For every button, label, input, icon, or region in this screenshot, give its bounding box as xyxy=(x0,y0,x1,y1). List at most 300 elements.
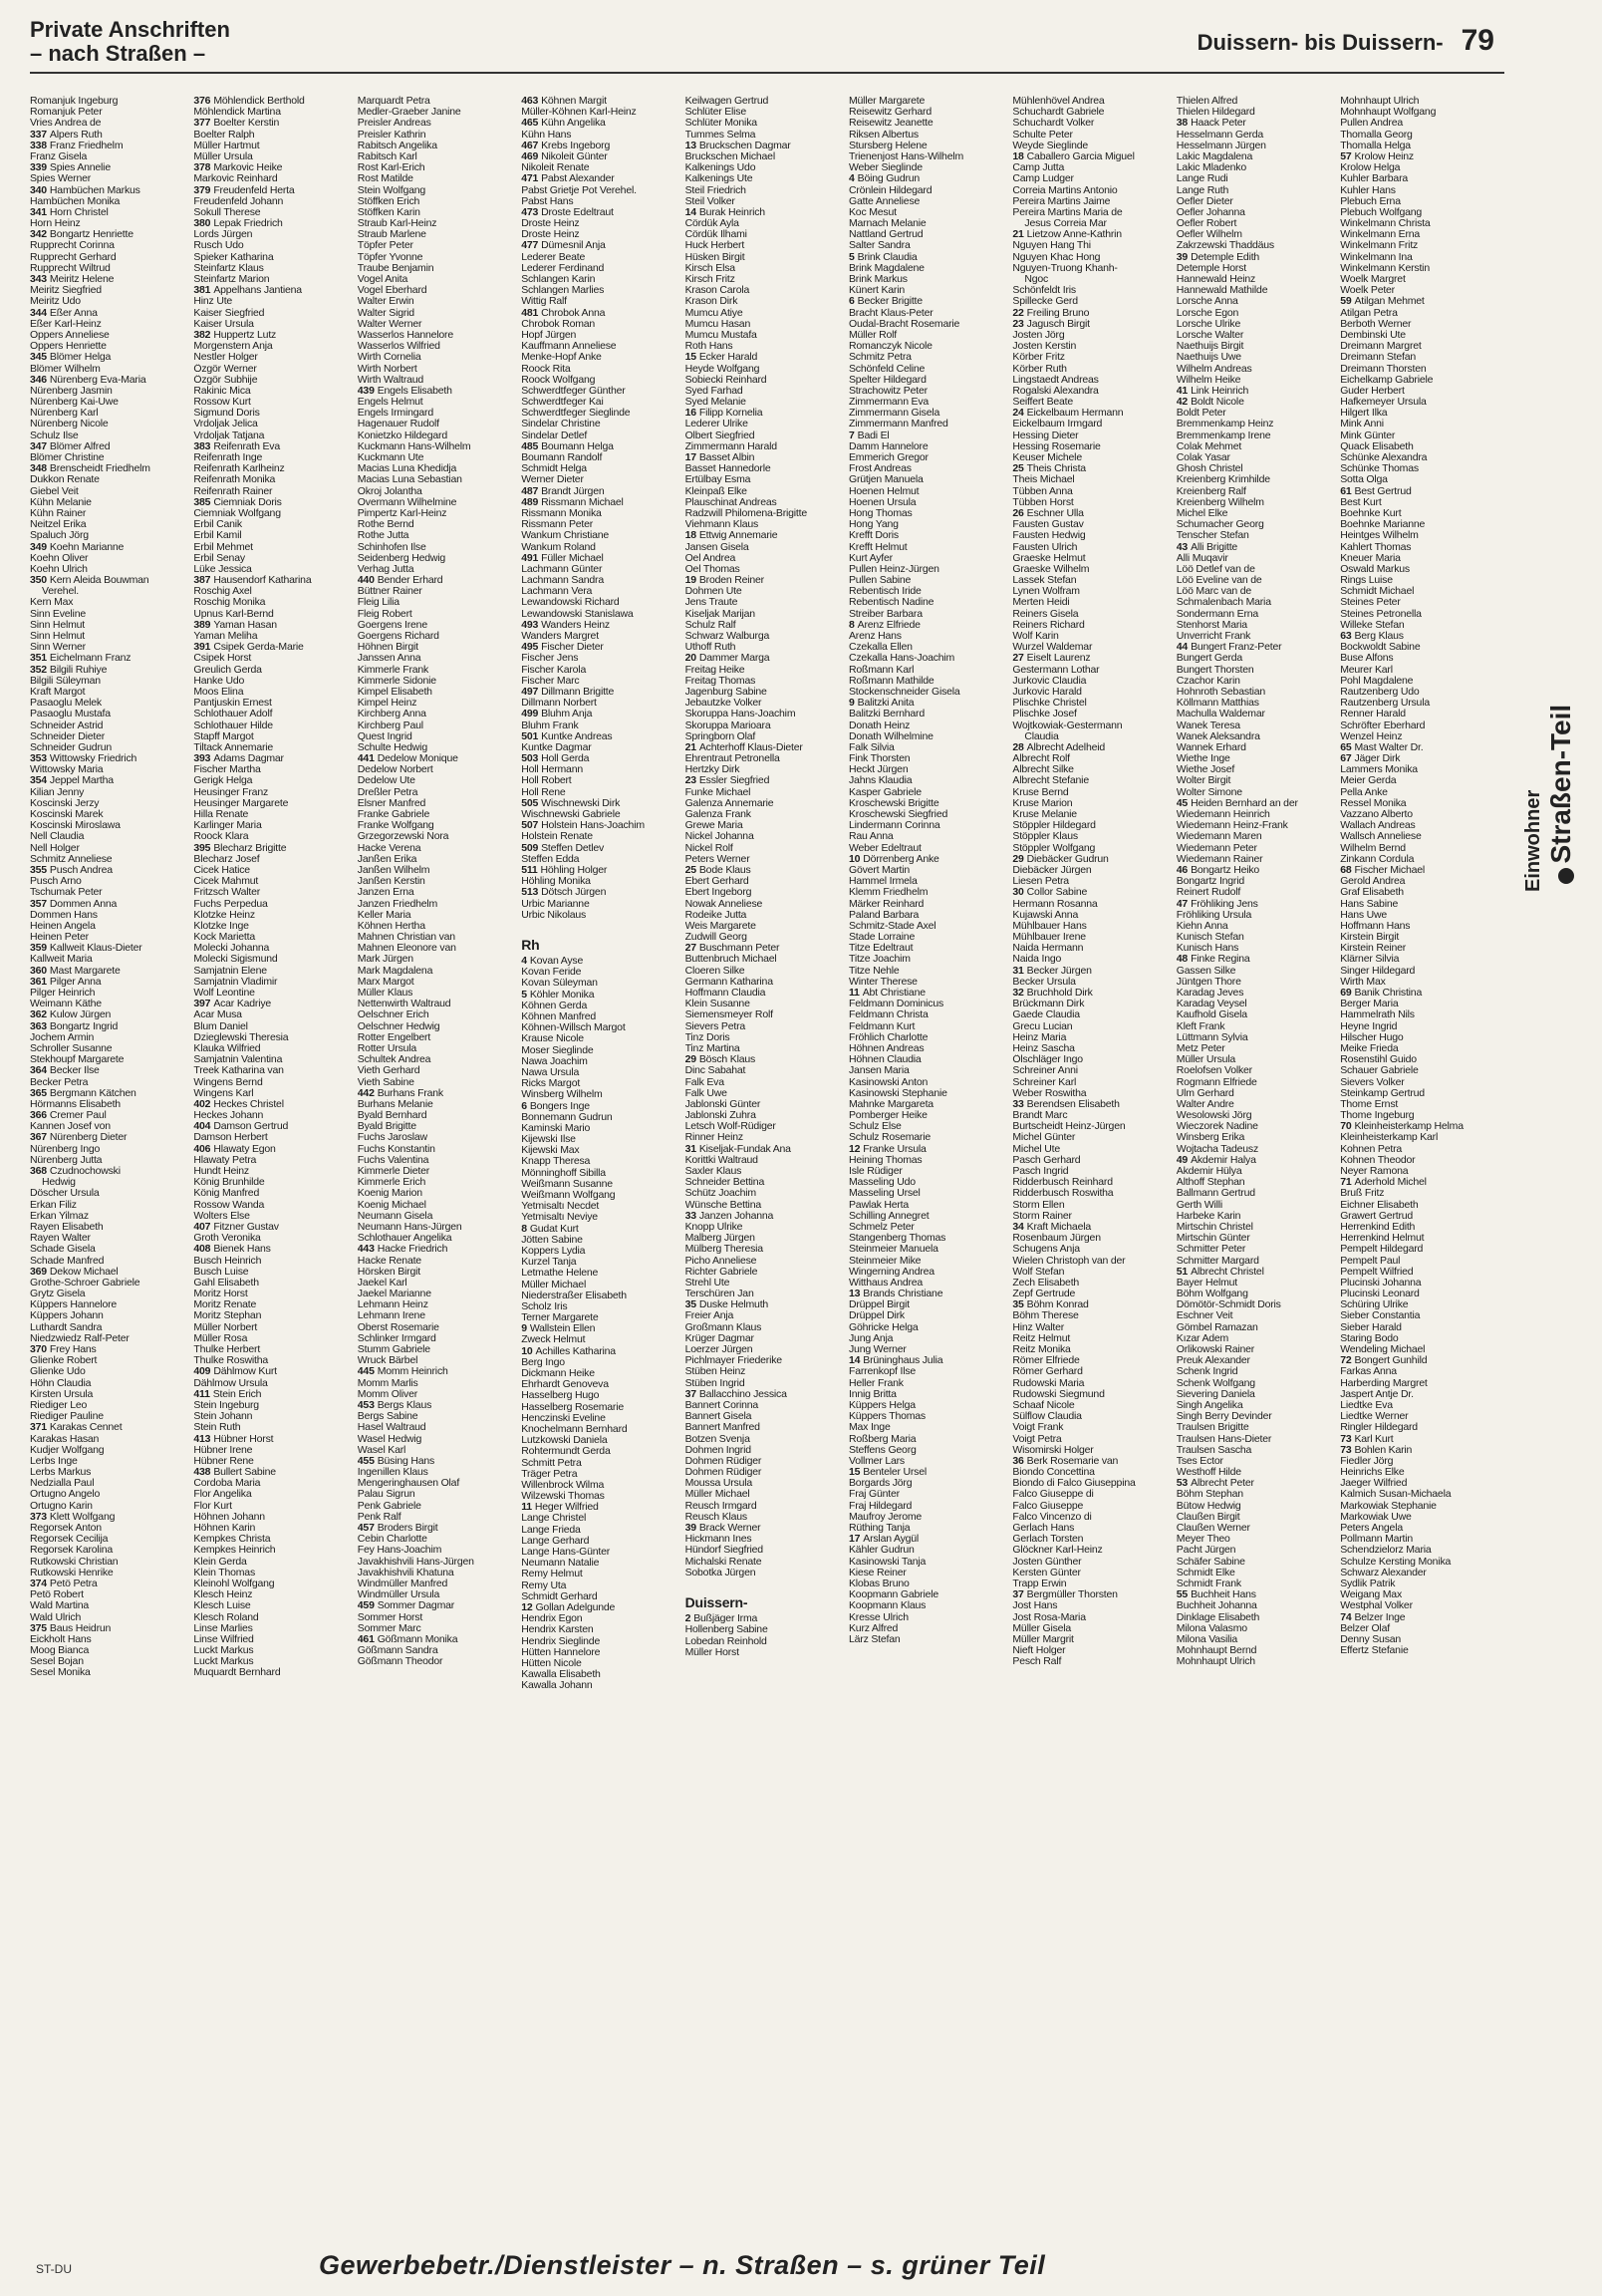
list-item: Bayer Helmut xyxy=(1176,1277,1238,1289)
list-item: Steffen Edda xyxy=(521,853,580,865)
page-number: 79 xyxy=(1461,24,1494,57)
list-item: Schünke Thomas xyxy=(1340,463,1419,475)
list-item xyxy=(30,1344,191,1355)
resident-name: Huppertz Lutz xyxy=(213,329,277,341)
resident-name: Kulow Jürgen xyxy=(49,1009,112,1021)
list-item: Renner Harald xyxy=(1340,709,1406,720)
list-item: Schreiner Anni xyxy=(1012,1065,1078,1077)
list-item: Kleft Frank xyxy=(1176,1020,1225,1032)
list-item: Pereira Martins Jaime xyxy=(1012,195,1111,207)
list-item: Büttner Rainer xyxy=(357,586,422,598)
list-item: Sobotka Jürgen xyxy=(684,1567,756,1578)
list-item: Ballmann Gertrud xyxy=(1176,1188,1255,1200)
list-item: Lorsche Egon xyxy=(1176,307,1239,319)
list-item: Knapp Theresa xyxy=(521,1156,591,1168)
list-item: Kaufhold Gisela xyxy=(1176,1009,1247,1021)
resident-name: Brink Claudia xyxy=(857,251,918,263)
list-item: Moussa Ursula xyxy=(684,1478,753,1490)
list-item xyxy=(358,1244,519,1255)
listing-column xyxy=(1012,96,1174,2230)
list-item: Schade Manfred xyxy=(30,1255,105,1267)
list-item: Knochelmann Bernhard xyxy=(521,1423,628,1435)
list-item: Hickmann Ines xyxy=(684,1534,752,1546)
resident-name: Brack Werner xyxy=(698,1523,761,1534)
list-item: Heinrichs Elke xyxy=(1340,1467,1405,1479)
house-number: 376 xyxy=(193,96,211,107)
house-number: 439 xyxy=(357,385,375,397)
list-item: Willeke Stefan xyxy=(1340,619,1405,631)
list-item xyxy=(521,441,682,452)
page-footer xyxy=(30,2244,1504,2284)
list-item: Hans Sabine xyxy=(1340,898,1399,910)
list-item: Stüben Ingrid xyxy=(684,1377,745,1389)
list-item: Winkelmann Christa xyxy=(1340,218,1431,230)
house-number: 31 xyxy=(1012,965,1024,977)
resident-name: Sommer Dagmar xyxy=(377,1600,455,1612)
list-item xyxy=(1012,966,1174,977)
resident-name: Momm Heinrich xyxy=(377,1366,448,1378)
resident-name: Bruchhold Dirk xyxy=(1026,988,1093,999)
list-item: Rabitsch Angelika xyxy=(357,140,437,151)
list-item: Reifenrath Monika xyxy=(193,474,276,486)
list-item: Scholz Iris xyxy=(521,1300,568,1312)
resident-name: Caballero Garcia Miguel xyxy=(1026,150,1135,162)
resident-name: Detemple Edith xyxy=(1191,251,1260,263)
list-item: Plischke Christel xyxy=(1012,698,1087,710)
resident-name: Wischnewski Dirk xyxy=(541,797,621,809)
list-item: Josten Kerstin xyxy=(1012,341,1077,353)
list-item: Czachor Karin xyxy=(1176,675,1240,687)
list-item: Petö Robert xyxy=(30,1589,84,1601)
list-item: Riediger Pauline xyxy=(30,1411,104,1423)
list-item: Niedzwiedz Ralf-Peter xyxy=(30,1332,130,1344)
list-item xyxy=(358,1456,519,1467)
resident-name: Burhans Frank xyxy=(377,1087,443,1099)
list-item: Jochem Armin xyxy=(30,1031,95,1043)
list-item: Schmitz Anneliese xyxy=(30,853,113,865)
list-item: Hermann Rosanna xyxy=(1012,898,1098,910)
list-item: Gövert Martin xyxy=(849,864,910,876)
resident-name: Fischer Michael xyxy=(1354,864,1425,876)
list-item: Kirsch Elsa xyxy=(684,262,735,274)
list-item: Falco Giuseppe di xyxy=(1012,1489,1094,1501)
resident-name: Bungert Franz-Peter xyxy=(1191,642,1282,654)
list-item: Klein Susanne xyxy=(684,999,750,1010)
list-item: Max Inge xyxy=(849,1422,891,1434)
list-item: Stein Ingeburg xyxy=(193,1399,259,1411)
listing-columns xyxy=(30,96,1504,2230)
house-number: 68 xyxy=(1340,864,1352,876)
resident-name: Blömer Alfred xyxy=(49,440,111,452)
list-item: Wolf Stefan xyxy=(1012,1266,1065,1278)
list-item: Grütjen Manuela xyxy=(849,474,924,486)
list-item xyxy=(30,1422,191,1433)
house-number: 28 xyxy=(1012,741,1024,753)
list-item: Wiedemann Rainer xyxy=(1176,853,1263,865)
list-item: Lassek Stefan xyxy=(1012,575,1077,587)
house-number: 445 xyxy=(357,1366,375,1378)
list-item: Hilscher Hugo xyxy=(1340,1031,1404,1043)
list-item: Rotter Engelbert xyxy=(357,1031,431,1043)
list-item: Pereira Martins Maria de xyxy=(1012,206,1123,218)
list-item: Claußen Birgit xyxy=(1176,1511,1240,1523)
list-item xyxy=(30,1088,191,1099)
list-item xyxy=(30,753,191,764)
list-item: Koppers Lydia xyxy=(521,1245,586,1257)
list-item: Metz Peter xyxy=(1176,1042,1225,1054)
list-item: Schönfeldt Iris xyxy=(1012,285,1076,297)
list-item xyxy=(521,642,682,653)
list-item: Woelk Margret xyxy=(1340,274,1406,285)
house-number: 339 xyxy=(30,162,47,174)
resident-name: Bongartz Heiko xyxy=(1191,864,1260,876)
resident-name: Chrobok Anna xyxy=(541,307,606,319)
house-number: 459 xyxy=(357,1600,375,1612)
side-tab-line2: Straßen-Teil xyxy=(1545,704,1576,864)
list-item: Pesch Ralf xyxy=(1012,1656,1062,1668)
list-item: Nawa Joachim xyxy=(521,1055,588,1067)
list-item: Zweck Helmut xyxy=(521,1334,586,1346)
list-item: Hong Thomas xyxy=(849,507,913,519)
resident-name: Balitzki Anita xyxy=(857,698,915,710)
list-item: Riksen Albertus xyxy=(849,129,919,141)
list-item xyxy=(685,408,847,419)
list-item: Feldmann Christa xyxy=(849,1009,929,1021)
resident-name: Jäger Dirk xyxy=(1354,753,1401,765)
list-item xyxy=(849,988,1010,999)
list-item: Höhn Claudia xyxy=(30,1377,92,1389)
list-item: Weis Margarete xyxy=(684,920,756,932)
list-item: Wirth Max xyxy=(1340,976,1386,988)
list-item: Steinmeier Manuela xyxy=(849,1244,938,1256)
list-item: Schuchardt Volker xyxy=(1012,118,1095,130)
list-item xyxy=(685,653,847,664)
list-item: Lerbs Inge xyxy=(30,1455,78,1467)
list-item: Kurt Ayfer xyxy=(849,552,893,564)
list-item: Chrobok Roman xyxy=(521,318,596,330)
list-item: Wojtacha Tadeusz xyxy=(1176,1143,1259,1155)
list-item: Graeske Wilhelm xyxy=(1012,563,1090,575)
list-item: Hörsken Birgit xyxy=(357,1266,420,1278)
list-item: Pawlak Herta xyxy=(849,1199,910,1211)
list-item: Schulz Ilse xyxy=(30,430,79,441)
list-item: Dommen Hans xyxy=(30,909,98,921)
list-item: Stöppler Wolfgang xyxy=(1012,842,1096,854)
list-item: Kühn Melanie xyxy=(30,496,92,508)
list-item xyxy=(193,1099,355,1110)
list-item: Quack Elisabeth xyxy=(1340,440,1414,452)
resident-name: Cremer Paul xyxy=(49,1110,107,1122)
list-item: Lederer Beate xyxy=(521,251,586,263)
list-item: Höhnen Birgit xyxy=(357,642,418,654)
list-item: Sieber Harald xyxy=(1340,1321,1402,1333)
list-item: Oswald Markus xyxy=(1340,563,1410,575)
list-item: Schlothauer Angelika xyxy=(357,1233,452,1245)
list-item: Steffens Georg xyxy=(849,1444,917,1456)
list-item xyxy=(1012,653,1174,664)
list-item: Stein Wolfgang xyxy=(357,184,426,196)
list-item: Pella Anke xyxy=(1340,786,1388,798)
list-item xyxy=(1177,954,1338,965)
list-item xyxy=(521,1224,682,1235)
list-item: Rost Karl-Erich xyxy=(357,162,425,174)
list-item: Romanczyk Nicole xyxy=(849,341,933,353)
list-item xyxy=(1012,1099,1174,1110)
list-item: Ölschläger Ingo xyxy=(1012,1054,1083,1066)
list-item: Bruckschen Michael xyxy=(684,150,775,162)
list-item: Mark Magdalena xyxy=(357,965,433,977)
list-item: Özgör Werner xyxy=(193,363,257,375)
resident-name: Freiling Bruno xyxy=(1026,307,1090,319)
resident-name: Wallstein Ellen xyxy=(529,1323,596,1335)
house-number: 46 xyxy=(1176,864,1189,876)
house-number: 404 xyxy=(193,1121,211,1133)
list-item: Streiber Barbara xyxy=(849,608,923,620)
list-item: Rossow Kurt xyxy=(193,397,251,409)
list-item: Heining Thomas xyxy=(849,1154,923,1166)
list-item xyxy=(521,887,682,898)
house-number: 42 xyxy=(1176,397,1189,409)
list-item: Töpfer Yvonne xyxy=(357,251,423,263)
list-item: Schmelz Peter xyxy=(849,1221,915,1233)
house-number: 30 xyxy=(1012,887,1024,899)
list-item: Zimmermann Manfred xyxy=(849,419,948,430)
list-item: Czekalla Hans-Joachim xyxy=(849,653,955,665)
list-item: Josten Jörg xyxy=(1012,329,1065,341)
list-item: Hendrix Sieglinde xyxy=(521,1635,601,1647)
list-item xyxy=(193,497,355,508)
list-item: Jost Rosa-Maria xyxy=(1012,1611,1086,1623)
list-item: Orlikowski Rainer xyxy=(1176,1344,1255,1355)
list-item: Janßen Erika xyxy=(357,853,417,865)
list-item: Großmann Klaus xyxy=(684,1321,762,1333)
list-item: Droste Heinz xyxy=(521,229,580,241)
list-item: Schwerdtfeger Sieglinde xyxy=(521,408,631,420)
list-item: Hammelrath Nils xyxy=(1340,1009,1415,1021)
list-item: Kersten Günter xyxy=(1012,1567,1081,1578)
list-item: Jaekel Karl xyxy=(357,1277,407,1289)
list-item: Roth Hans xyxy=(684,341,733,353)
house-number: 348 xyxy=(30,463,47,475)
list-item xyxy=(685,1299,847,1310)
list-item: Olbert Siegfried xyxy=(684,430,755,441)
list-item: Reinert Rudolf xyxy=(1176,887,1241,899)
resident-name: Dörrenberg Anke xyxy=(863,853,939,865)
list-item: Freitag Heike xyxy=(684,664,745,676)
list-item xyxy=(193,999,355,1009)
resident-name: Wanders Heinz xyxy=(541,619,610,631)
list-item: Koehn Ulrich xyxy=(30,563,88,575)
house-number: 19 xyxy=(684,575,696,587)
list-item: Preisler Andreas xyxy=(357,118,431,130)
list-item: Koscinski Marek xyxy=(30,809,104,820)
list-item: Germann Katharina xyxy=(684,976,773,988)
list-item: Linse Wilfried xyxy=(193,1633,254,1645)
list-item: Schlothauer Adolf xyxy=(193,709,273,720)
list-item: Letmathe Helene xyxy=(521,1268,599,1280)
house-number: 393 xyxy=(193,753,211,765)
list-item xyxy=(1340,753,1501,764)
house-number: 509 xyxy=(521,842,539,854)
list-item: Mohnhaupt Ulrich xyxy=(1176,1656,1255,1668)
list-item: Wesolowski Jörg xyxy=(1176,1110,1252,1122)
list-item: Spelter Hildegard xyxy=(849,374,927,386)
list-item: Reusch Klaus xyxy=(684,1511,747,1523)
resident-name: Heger Wilfried xyxy=(534,1502,599,1514)
list-item: Upnus Karl-Bernd xyxy=(193,608,274,620)
list-item: Wasserlos Hannelore xyxy=(357,329,453,341)
list-item: Erbil Senay xyxy=(193,552,245,564)
list-item: Schwarz Walburga xyxy=(684,631,770,642)
list-item xyxy=(30,1065,191,1076)
list-item: Sigmund Doris xyxy=(193,408,260,420)
list-item: Oelschner Erich xyxy=(357,1009,429,1021)
footer-code: ST-DU xyxy=(36,2262,72,2276)
list-item: Josten Günther xyxy=(1012,1556,1082,1568)
resident-name: Belzer Inge xyxy=(1354,1611,1406,1623)
list-item: Pomberger Heike xyxy=(849,1110,928,1122)
list-item: Rissmann Peter xyxy=(521,519,594,531)
resident-name: Kraft Michaela xyxy=(1026,1221,1091,1233)
resident-name: Essler Siegfried xyxy=(698,775,770,787)
list-item: Straub Karl-Heinz xyxy=(357,218,437,230)
list-item: Flor Angelika xyxy=(193,1489,252,1501)
resident-name: Jeppel Martha xyxy=(49,775,114,787)
list-item: Kirchberg Anna xyxy=(357,709,426,720)
list-item: Hohnroth Sebastian xyxy=(1176,686,1266,698)
house-number: 343 xyxy=(30,274,47,285)
list-item xyxy=(358,1088,519,1099)
list-item: Schauer Gabriele xyxy=(1340,1065,1419,1077)
list-item: Ricks Margot xyxy=(521,1078,581,1090)
list-item: Hessing Rosemarie xyxy=(1012,440,1101,452)
list-item: Fischer Jens xyxy=(521,653,579,665)
list-item: Goergens Irene xyxy=(357,619,427,631)
house-number: 14 xyxy=(849,1355,861,1367)
list-item: Müller-Köhnen Karl-Heinz xyxy=(521,107,637,119)
list-item: Freier Anja xyxy=(684,1310,734,1322)
list-item: Kähler Gudrun xyxy=(849,1545,915,1557)
list-item xyxy=(849,698,1010,709)
list-item: Jagenburg Sabine xyxy=(684,686,767,698)
list-item: Buse Alfons xyxy=(1340,653,1394,665)
resident-name: Pilger Anna xyxy=(49,976,102,988)
list-item xyxy=(685,865,847,876)
house-number: 24 xyxy=(1012,408,1024,420)
list-item: Singer Hildegard xyxy=(1340,965,1416,977)
list-item: Rinner Heinz xyxy=(684,1132,743,1144)
list-item: Roßmann Mathilde xyxy=(849,675,934,687)
list-item: Milona Valasmo xyxy=(1176,1622,1247,1634)
house-number: 43 xyxy=(1176,541,1189,553)
list-item xyxy=(521,497,682,508)
list-item: Milona Vasilia xyxy=(1176,1633,1237,1645)
list-item: Drüppel Birgit xyxy=(849,1299,910,1311)
list-item: Elsner Manfred xyxy=(357,797,426,809)
list-item: Rayen Walter xyxy=(30,1233,91,1245)
list-item: Wilhelm Andreas xyxy=(1176,363,1252,375)
list-item: Flor Kurt xyxy=(193,1500,232,1512)
list-item: Arenz Hans xyxy=(849,631,902,642)
resident-name: Frey Hans xyxy=(49,1344,97,1355)
list-item: Galenza Annemarie xyxy=(684,797,774,809)
list-item: Dedelow Norbert xyxy=(357,764,433,776)
house-number: 481 xyxy=(521,307,539,319)
resident-name: Klett Wolfgang xyxy=(49,1511,116,1523)
list-item xyxy=(30,130,191,141)
list-item: Neitzel Erika xyxy=(30,519,87,531)
house-number: 338 xyxy=(30,140,47,151)
list-item: Schmidt Helga xyxy=(521,463,587,475)
list-item: Atilgan Petra xyxy=(1340,307,1398,319)
list-item: Franz Gisela xyxy=(30,150,88,162)
list-item: Jötten Sabine xyxy=(521,1234,583,1246)
list-item: Nürenberg Kai-Uwe xyxy=(30,397,119,409)
list-item: Fraj Hildegard xyxy=(849,1500,913,1512)
list-item: Franke Wolfgang xyxy=(357,820,434,832)
list-item xyxy=(358,1366,519,1377)
list-item: Kreienberg Wilhelm xyxy=(1176,496,1264,508)
list-item: Rebentisch Nadine xyxy=(849,597,934,609)
list-item: Schlüter Monika xyxy=(684,118,757,130)
list-item: Pohl Magdalene xyxy=(1340,675,1414,687)
list-item: Feldmann Dominicus xyxy=(849,999,944,1010)
list-item: Urbic Nikolaus xyxy=(521,909,587,921)
list-item: Hundt Heinz xyxy=(193,1166,249,1177)
list-item: Liedtke Werner xyxy=(1340,1411,1409,1423)
list-item: Weber Sieglinde xyxy=(849,162,923,174)
list-item: Nattland Gertrud xyxy=(849,229,924,241)
list-item: Palau Sigrun xyxy=(357,1489,415,1501)
house-number: 467 xyxy=(521,140,539,151)
list-item: Molecki Johanna xyxy=(193,943,270,955)
resident-name: Steffen Detlev xyxy=(541,842,605,854)
list-item: Claudia xyxy=(1024,730,1059,742)
list-item: Hertzky Dirk xyxy=(684,764,740,776)
list-item: Richter Gabriele xyxy=(684,1266,758,1278)
list-item: Jost Hans xyxy=(1012,1600,1058,1612)
list-item: Thome Ernst xyxy=(1340,1098,1399,1110)
list-item: Hoffmann Hans xyxy=(1340,920,1411,932)
list-item: Storm Rainer xyxy=(1012,1210,1072,1222)
list-item: Wiethe Inge xyxy=(1176,753,1230,765)
list-item: Pasch Ingrid xyxy=(1012,1166,1069,1177)
resident-name: Akdemir Halya xyxy=(1191,1154,1256,1166)
list-item: Kurzel Tanja xyxy=(521,1257,577,1269)
house-number: 360 xyxy=(30,965,47,977)
list-item: Kilian Jenny xyxy=(30,786,85,798)
list-item: Csipek Horst xyxy=(193,653,252,665)
list-item: Lords Jürgen xyxy=(193,229,253,241)
list-item: Crönlein Hildegard xyxy=(849,184,933,196)
list-item: Regorsek Anton xyxy=(30,1523,102,1534)
list-item: Yetmisaltı Necdet xyxy=(521,1201,600,1213)
resident-name: Stein Erich xyxy=(212,1388,262,1400)
list-item: Voigt Frank xyxy=(1012,1422,1064,1434)
list-item: Jaekel Marianne xyxy=(357,1289,431,1300)
list-item: Thulke Herbert xyxy=(193,1344,261,1355)
list-item: Nedzialla Paul xyxy=(30,1478,95,1490)
list-item: Schugens Anja xyxy=(1012,1244,1080,1256)
list-item xyxy=(30,966,191,977)
list-item xyxy=(685,775,847,786)
list-item xyxy=(30,1166,191,1177)
list-item: Tinz Doris xyxy=(684,1031,730,1043)
resident-name: Mast Walter Dr. xyxy=(1354,741,1424,753)
list-item: Steil Volker xyxy=(684,195,735,207)
list-item: Fausten Ulrich xyxy=(1012,541,1078,553)
list-item: Treek Katharina van xyxy=(193,1065,284,1077)
